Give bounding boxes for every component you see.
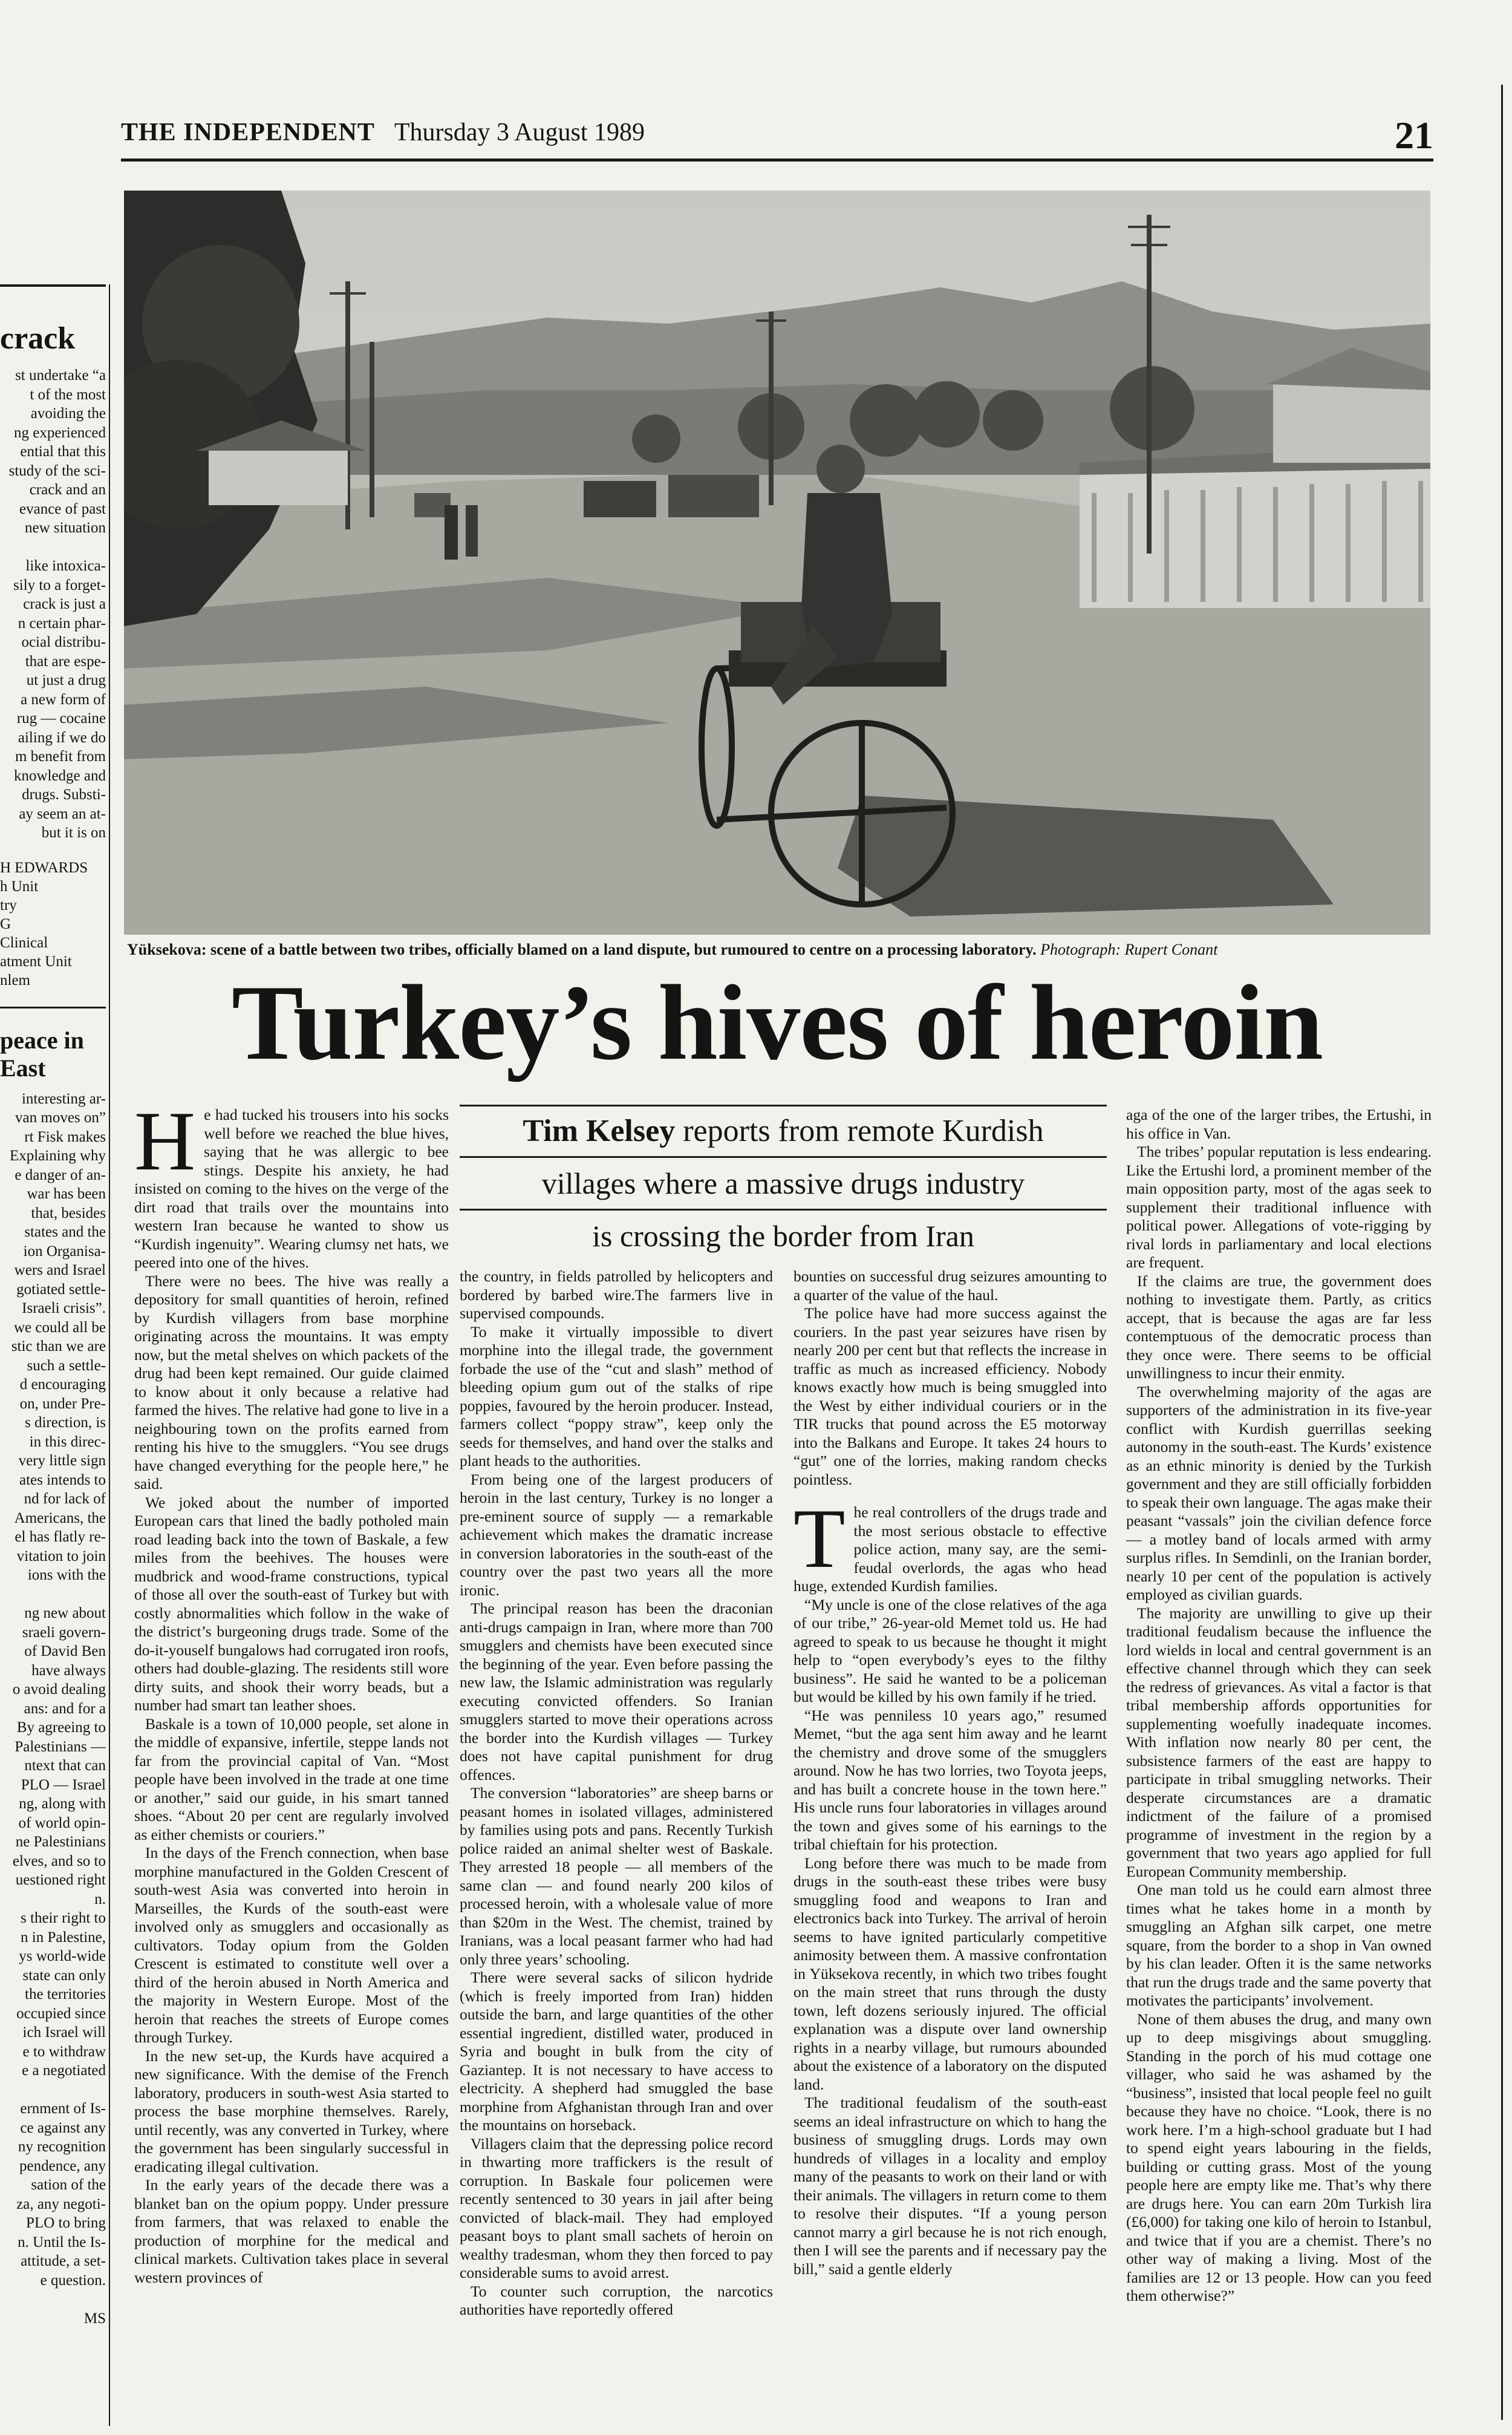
adjacent-line: ential that this bbox=[20, 443, 106, 460]
adjacent-line: ntext that can bbox=[24, 1757, 106, 1774]
adjacent-line: s their right to bbox=[21, 1910, 106, 1926]
news-photograph bbox=[124, 191, 1430, 935]
photo-caption bbox=[127, 941, 1427, 959]
adjacent-line: ans: and for a bbox=[24, 1700, 106, 1717]
adjacent-line: Palestinians — bbox=[15, 1738, 106, 1755]
adjacent-line: t of the most bbox=[30, 386, 106, 403]
drop-cap: T bbox=[793, 1492, 846, 1586]
adjacent-line: n certain phar- bbox=[18, 615, 106, 632]
article-paragraph: “He was penniless 10 years ago,” resumed Memet, “but the aga sent him away and he learnt the chemistry and drove some of the smugglers around. Now he has two lorries, two Toyota jeeps, and has built a concrete house in the town here.” His uncle runs four laboratories in villages around the town and gives some of his earnings to the tribal chieftain for his protection. bbox=[793, 1706, 1107, 1853]
article-paragraph: From being one of the largest producers of heroin in the last century, Turkey is no longer a pre-eminent source of supply — a remarkable achievement which makes the dramatic increase in conversion laboratories in the south-east of the country over the past two years all the more ironic. bbox=[460, 1470, 773, 1599]
adjacent-line: e a negotiated bbox=[22, 2062, 106, 2079]
article-paragraph: “My uncle is one of the close relatives of the aga of our tribe,” 26-year-old Memet told us. He had agreed to speak to us because he thought it might help to “open everybody’s eyes to the filthy business”. He said he wanted to be a policeman but would be killed by his own family if he tried. bbox=[793, 1595, 1107, 1705]
article-paragraph: The principal reason has been the draconian anti-drugs campaign in Iran, where more than 700 smugglers and chemists have been executed since the beginning of the year. Even before passing the new law, the Islamic administration was regularly executing convicted offenders. So Iranian smugglers started to move their operations across the border into the Kurdish villages — Turkey does not have capital punishment for drug offences. bbox=[460, 1600, 773, 1783]
adjacent-line: gotiated settle- bbox=[16, 1281, 106, 1298]
adjacent-line bbox=[0, 538, 106, 557]
adjacent-line: very little sign bbox=[18, 1453, 106, 1469]
article-paragraph: Baskale is a town of 10,000 people, set alone in the middle of expansive, infertile, steppe lands not far from the provincial capital of Van. “Most people have been involved in the trade at one time or another,” said our guide, in his smart tanned shoes. “About 20 per cent are regularly involved as either chemists or couriers.” bbox=[134, 1714, 449, 1843]
adjacent-line: o avoid dealing bbox=[12, 1681, 106, 1698]
adjacent-line: st undertake “a bbox=[15, 367, 106, 384]
article-paragraph: In the new set-up, the Kurds have acquired a new significance. With the demise of the French laboratory, producers in south-west Asia started to process the base morphine themselves. Rarely, until recently, was any converted in Turkey, where the government has been singularly successful in eradicating illegal cultivation. bbox=[134, 2047, 449, 2175]
adjacent-line: Explaining why bbox=[9, 1148, 106, 1164]
adjacent-line: on, under Pre- bbox=[19, 1395, 106, 1412]
street-scene-image bbox=[124, 191, 1430, 935]
adjacent-line: n. Until the Is- bbox=[18, 2234, 106, 2250]
adjacent-line: sation of the bbox=[31, 2177, 106, 2193]
adjacent-line: in this direc- bbox=[29, 1433, 106, 1450]
article-paragraph: We joked about the number of imported European cars that lined the badly potholed main road leading back into the town of Baskale, a few miles from the beehives. The houses were mudbrick and wood-frame constructions, typical of those all over the south-east of Turkey but with costly abnormalities which follow in the wake of the district’s burgeoning drugs trade. Some of the do-it-youself bungalows had corrugated iron roofs, others had double-glazing. The residents still wore dirty suits, and shook their worry beads, but a number had smart tan leather shoes. bbox=[134, 1493, 449, 1714]
adjacent-line: war has been bbox=[27, 1186, 106, 1202]
article-paragraph: If the claims are true, the government does nothing to investigate them. Partly, as critics accept, that is because the agas are far less contemptuous of the democratic process than they once were. There seems to be official unwillingness to incur their enmity. bbox=[1126, 1272, 1432, 1382]
article-paragraph: In the early years of the decade there was a blanket ban on the opium poppy. Under pressure from farmers, that was relaxed to enable the production of morphine for the medical and clinical markets. Cultivation takes place in several western provinces of bbox=[134, 2176, 449, 2286]
byline-author: Tim Kelsey bbox=[523, 1114, 676, 1148]
adjacent-line: such a settle- bbox=[27, 1357, 106, 1374]
adjacent-column bbox=[0, 284, 106, 2402]
adjacent-line: h Unit bbox=[0, 878, 39, 895]
page-edge-rule bbox=[1501, 85, 1503, 2420]
adjacent-line: a new form of bbox=[21, 691, 106, 708]
adjacent-line: el has flatly re- bbox=[15, 1529, 106, 1545]
adjacent-line: nlem bbox=[0, 972, 30, 989]
article-paragraph: aga of the one of the larger tribes, the Ertushi, in his office in Van. bbox=[1126, 1106, 1432, 1142]
adjacent-line: attitude, a set- bbox=[21, 2253, 106, 2269]
photo-credit: Photograph: Rupert Conant bbox=[1040, 941, 1218, 958]
adjacent-line: state can only bbox=[22, 1967, 106, 1984]
article-paragraph: The traditional feudalism of the south-east seems an ideal infrastructure on which to hang the business of smuggling drugs. Lords may own hundreds of villages in a locality and employ many of the peasants to work on their land or with their animals. The villagers in return come to them to resolve their disputes. “If a young person cannot marry a girl because he is not rich enough, then I will see the parents and if necessary pay the bill,” said a gentle elderly bbox=[793, 2094, 1107, 2278]
adjacent-line: ions with the bbox=[27, 1567, 106, 1583]
article-paragraph: Long before there was much to be made from drugs in the south-east these tribes were busy smuggling food and weapons to Iran and electronics back into Turkey. The arrival of heroin seems to have ignited particularly competitive animosity between them. A massive confrontation in Yüksekova recently, in which two tribes fought on the main street that runs through the dusty town, left dozens seriously injured. The official explanation was a dispute over land ownership rights in a nearby village, but rumours abounded about the existence of a laboratory on the disputed land. bbox=[793, 1854, 1107, 2093]
adjacent-line: MS bbox=[83, 2310, 106, 2327]
adjacent-line: ys world-wide bbox=[19, 1948, 106, 1964]
page-number: 21 bbox=[1395, 114, 1433, 157]
adjacent-line: rug — cocaine bbox=[16, 710, 106, 727]
article-paragraph: The real controllers of the drugs trade and the most serious obstacle to effective police action, many say, are the semi-feudal overlords, the agas who head huge, extended Kurdish families. bbox=[793, 1492, 1107, 1595]
adjacent-line: ion Organisa- bbox=[23, 1243, 106, 1260]
adjacent-line: ng experienced bbox=[13, 424, 106, 441]
adjacent-line: n in Palestine, bbox=[21, 1929, 106, 1946]
article-paragraph: The conversion “laboratories” are sheep barns or peasant homes in isolated villages, administered by families using pots and pans. Recently Turkish police raided an animal shelter west of Baskale. They arrested 18 people — all members of the same clan — and found nearly 200 kilos of processed heroin, with a wholesale value of more than $20m in the West. The chemist, trained by Iranians, was a local peasant farmer who had had only three years’ schooling. bbox=[460, 1784, 773, 1968]
adjacent-headline-1: crack bbox=[0, 321, 76, 356]
article-paragraph: In the days of the French connection, when base morphine manufactured in the Golden Crescent of south-west Asia was converted into heroin in Marseilles, the Kurds of the south-east were involved only as smugglers and occasionally as cultivators. Today opium from the Golden Crescent is estimated to constitute well over a third of the heroin abused in North America and the majority in Western Europe. Most of the heroin that reaches the streets of Europe comes through Turkey. bbox=[134, 1844, 449, 2046]
adjacent-line: vitation to join bbox=[16, 1548, 106, 1564]
masthead bbox=[121, 114, 1433, 160]
adjacent-line: d encouraging bbox=[19, 1376, 106, 1393]
issue-date: Thursday 3 August 1989 bbox=[394, 119, 645, 146]
column-divider bbox=[109, 284, 110, 2426]
adjacent-line: Israeli crisis”. bbox=[22, 1300, 106, 1316]
adjacent-line: nd for lack of bbox=[24, 1491, 106, 1507]
article-paragraph: The majority are unwilling to give up their traditional feudalism because the influence the lord wields in local and central government is an effective channel through which they can seek the redress of grievances. As vital a factor is that tribal membership affords opportunities for supplementing woefully inadequate incomes. With inflation now nearly 80 per cent, the subsistence farmers of the east are happy to participate in tribal smuggling networks. Their desperate circumstances are a dramatic indictment of the failure of a promised programme of investment in the region by a government that two years ago applied for full European Community membership. bbox=[1126, 1604, 1432, 1880]
article-column-2 bbox=[460, 1267, 773, 2319]
article-paragraph: To make it virtually impossible to divert morphine into the illegal trade, the government forbade the use of the “cut and slash” method of bleeding opium gum out of the stalks of ripe poppies, favoured by the heroin producer. Instead, farmers collect “poppy straw”, keep only the seeds for themselves, and hand over the stalks and plant heads to the authorities. bbox=[460, 1322, 773, 1469]
adjacent-line: ng, along with bbox=[19, 1796, 106, 1812]
article-paragraph: There were no bees. The hive was really a depository for small quantities of heroin, refined by Kurdish villagers from base morphine originating across the mountains. It was empty now, but the metal shelves on which packets of the drug had been kept remained. Our guide claimed to know about it only because a relative had farmed the hives. The relative had gone to live in a neighbouring town on the profits earned from renting his hive to the smugglers. “You see drugs have changed everything for the people here,” he said. bbox=[134, 1272, 449, 1492]
article-paragraph: One man told us he could earn almost three times what he takes home in a month by smuggling an Afghan silk carpet, one metre square, from the border to a shop in Van owned by his clan leader. Often it is the same networks that run the drugs trade and the same poverty that motivates the participants’ involvement. bbox=[1126, 1881, 1432, 2009]
adjacent-line bbox=[0, 2080, 106, 2100]
adjacent-line: stic than we are bbox=[11, 1338, 106, 1355]
standfirst: Tim Kelsey reports from remote Kurdish villages where a massive drugs industry is crossing the border from Iran bbox=[460, 1101, 1107, 1258]
adjacent-line: new situation bbox=[24, 520, 106, 536]
article-paragraph: bounties on successful drug seizures amounting to a quarter of the value of the haul. bbox=[793, 1267, 1107, 1304]
adjacent-line: ne Palestinians bbox=[15, 1834, 106, 1850]
adjacent-line: s direction, is bbox=[24, 1414, 106, 1431]
newspaper-name: THE INDEPENDENT bbox=[121, 119, 375, 146]
adjacent-line: By agreeing to bbox=[16, 1719, 106, 1736]
adjacent-line: ates intends to bbox=[19, 1471, 106, 1488]
article-paragraph: To counter such corruption, the narcotics authorities have reportedly offered bbox=[460, 2282, 773, 2318]
adjacent-text-2 bbox=[0, 1090, 106, 2329]
article-paragraph: The tribes’ popular reputation is less endearing. Like the Ertushi lord, a prominent member of the main opposition party, most of the agas seek to supplement their traditional influence with political power. Allegations of vote-rigging by rival lords in parliamentary and local elections are frequent. bbox=[1126, 1143, 1432, 1271]
adjacent-line: atment Unit bbox=[0, 953, 72, 970]
adjacent-line: crack is just a bbox=[23, 596, 106, 612]
adjacent-line: G bbox=[0, 915, 11, 932]
adjacent-line: sily to a forget- bbox=[13, 577, 106, 593]
article-column-3 bbox=[793, 1267, 1107, 2278]
adjacent-line: van moves on” bbox=[15, 1110, 106, 1126]
article-paragraph: Villagers claim that the depressing police record in thwarting more traffickers is the result of corruption. In Baskale four policemen were recently sentenced to 30 years in jail after being convicted of black-mail. They had employed peasant boys to plant small sachets of heroin on wealthy tradesman, whom they then forced to pay considerable sums to avoid arrest. bbox=[460, 2134, 773, 2281]
article-paragraph: He had tucked his trousers into his socks well before we reached the blue hives, saying that he was allergic to bee stings. Despite his anxiety, he had insisted on coming to the hives on the verge of the dirt road that trails over the mountains into western Iran because he wanted to show us “Kurdish ingenuity”. Wearing clumsy net hats, we peered into one of the hives. bbox=[134, 1094, 449, 1271]
adjacent-line: e question. bbox=[40, 2272, 106, 2289]
adjacent-line: pendence, any bbox=[19, 2157, 106, 2174]
masthead-rule bbox=[121, 159, 1433, 162]
article-paragraph: the country, in fields patrolled by helicopters and bordered by barbed wire.The farmers live in supervised compounds. bbox=[460, 1267, 773, 1322]
article-column-4 bbox=[1126, 1106, 1432, 2306]
adjacent-line: PLO — Israel bbox=[21, 1776, 106, 1793]
headline: Turkey’s hives of heroin bbox=[231, 963, 1323, 1082]
adjacent-line: the territories bbox=[25, 1986, 106, 2002]
adjacent-line bbox=[0, 2290, 106, 2309]
adjacent-line: drugs. Substi- bbox=[22, 786, 106, 803]
adjacent-line: interesting ar- bbox=[21, 1090, 106, 1107]
adjacent-line: PLO to bring bbox=[26, 2215, 106, 2231]
adjacent-line: ay seem an at- bbox=[19, 805, 106, 822]
article-paragraph: There were several sacks of silicon hydride (which is freely imported from Iran) hidden outside the barn, and large quantities of the other essential ingredient, distilled water, produced in Syria and bought in bulk from the city of Gaziantep. It is not necessary to have access to electricity. A shepherd had smuggled the base morphine from Afghanistan through Iran and over the mountains on horseback. bbox=[460, 1969, 773, 2134]
article-column-1 bbox=[134, 1094, 449, 2287]
article-paragraph: The overwhelming majority of the agas are supporters of the administration in its five-year conflict with Kurdish guerrillas seeking autonomy in the south-east. The Kurds’ existence as an ethnic minority is denied by the Turkish government and they are still officially forbidden to speak their own language. The agas make their peasant “vassals” join the civilian defence force — a motley band of locals armed with army surplus rifles. In Semdinli, on the Iranian border, nearly 10 per cent of the population is actively employed as civilian guards. bbox=[1126, 1382, 1432, 1603]
adjacent-line: wers and Israel bbox=[14, 1262, 106, 1278]
adjacent-line: Americans, the bbox=[14, 1509, 106, 1526]
adjacent-line: ce against any bbox=[20, 2119, 106, 2136]
adjacent-line: ny recognition bbox=[18, 2139, 106, 2155]
adjacent-line: ocial distribu- bbox=[21, 634, 106, 650]
drop-cap: H bbox=[134, 1094, 196, 1188]
adjacent-line: elves, and so to bbox=[12, 1852, 106, 1869]
adjacent-line: that, besides bbox=[31, 1204, 106, 1221]
adjacent-line: ng new about bbox=[24, 1605, 106, 1621]
adjacent-line: study of the sci- bbox=[8, 462, 106, 479]
adjacent-line: we could all be bbox=[13, 1319, 106, 1336]
adjacent-line: but it is on bbox=[41, 825, 106, 841]
adjacent-text-1 bbox=[0, 366, 106, 843]
adjacent-line: uestioned right bbox=[15, 1872, 106, 1888]
adjacent-line: ailing if we do bbox=[18, 729, 106, 746]
adjacent-line: za, any negoti- bbox=[16, 2195, 106, 2212]
caption-text: Yüksekova: scene of a battle between two tribes, officially blamed on a land dispute, but rumoured to centre on a processing laboratory. bbox=[127, 941, 1037, 958]
adjacent-line: Clinical bbox=[0, 934, 48, 951]
adjacent-line: of David Ben bbox=[24, 1643, 106, 1659]
article-paragraph: None of them abuses the drug, and many own up to deep misgivings about smuggling. Standing in the porch of his mud cottage one villager, who said he was ashamed by the “business”, insisted that local people feel no guilt because they have no choice. “Look, there is no work here. I’m a high-school graduate but I had to spend eight years labouring in the fields, building or cutting grass. Most of the young people here are empty like me. That’s why there are drugs here. You can earn 20m Turkish lira (£6,000) for taking one kilo of heroin to Istanbul, and twice that if you are a chemist. There’s no other way of making a living. Most of the families are 12 or 13 people. How can you feed them otherwise?” bbox=[1126, 2010, 1432, 2304]
adjacent-headline-2: peace in East bbox=[0, 1026, 84, 1082]
article-paragraph: The police have had more success against the couriers. In the past year seizures have risen by nearly 200 per cent but that reflects the increase in traffic as much as increased efficiency. Nobody knows exactly how much is being smuggled into the West by either individual couriers or in the TIR trucks that pound across the E5 motorway into the Balkans and Europe. It takes 24 hours to “gut” one of the lorries, making random checks pointless. bbox=[793, 1304, 1107, 1488]
adjacent-line: n. bbox=[94, 1891, 106, 1907]
adjacent-line: of world opin- bbox=[18, 1814, 106, 1831]
adjacent-line: H EDWARDS bbox=[0, 859, 88, 876]
adjacent-line: occupied since bbox=[16, 2005, 106, 2022]
left-top-rule bbox=[0, 284, 106, 287]
adjacent-line: like intoxica- bbox=[25, 558, 106, 574]
adjacent-line: e to withdraw bbox=[22, 2043, 106, 2060]
adjacent-line: states and the bbox=[24, 1224, 106, 1240]
adjacent-line: knowledge and bbox=[13, 767, 106, 784]
adjacent-line: have always bbox=[31, 1662, 106, 1679]
adjacent-line: try bbox=[0, 897, 17, 914]
adjacent-line: avoiding the bbox=[30, 405, 106, 422]
adjacent-line: e danger of an- bbox=[15, 1166, 106, 1183]
adjacent-line: that are espe- bbox=[25, 653, 106, 670]
adjacent-line: crack and an bbox=[29, 482, 106, 498]
adjacent-line: ich Israel will bbox=[22, 2024, 106, 2041]
adjacent-line bbox=[0, 1585, 106, 1604]
adjacent-line: m benefit from bbox=[15, 748, 106, 765]
adjacent-line: ernment of Is- bbox=[20, 2100, 106, 2117]
adjacent-signature bbox=[0, 858, 106, 990]
adjacent-line: sraeli govern- bbox=[22, 1624, 106, 1641]
adjacent-line: ut just a drug bbox=[26, 672, 106, 688]
adjacent-line: rt Fisk makes bbox=[24, 1128, 106, 1145]
adjacent-line: evance of past bbox=[19, 500, 106, 517]
